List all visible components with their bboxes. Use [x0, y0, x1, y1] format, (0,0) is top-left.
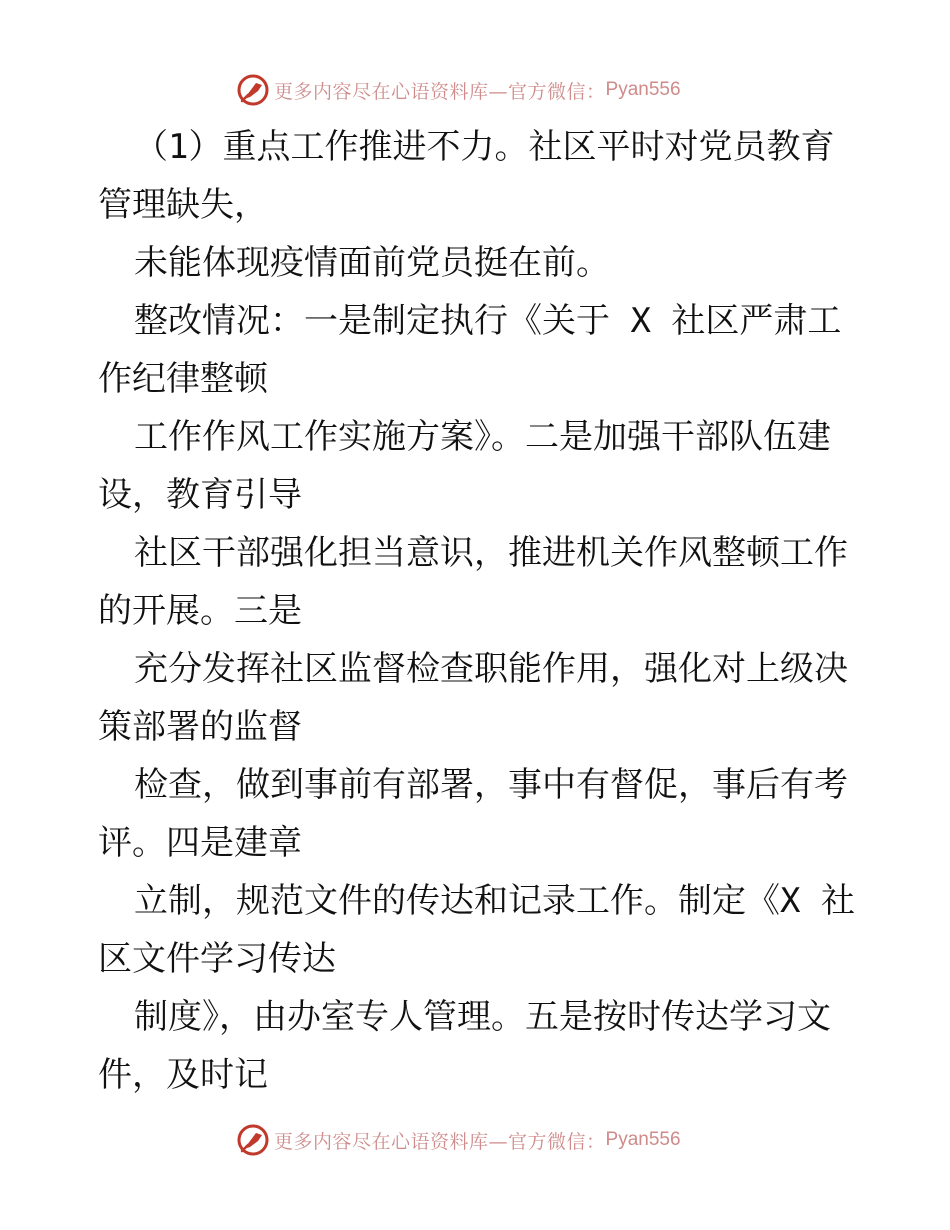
- pen-nib-logo-icon: [236, 73, 270, 107]
- text-line: 工作作风工作实施方案》。二是加强干部队伍建: [134, 417, 831, 457]
- text-line: 整改情况：一是制定执行《关于 X 社区严肃工: [134, 301, 842, 341]
- text-line: 区文件学习传达: [98, 939, 336, 979]
- text-line: 充分发挥社区监督检查职能作用，强化对上级决: [134, 649, 848, 689]
- watermark-text: 更多内容尽在心语资料库—官方微信：: [274, 1130, 606, 1153]
- document-body: [98, 118, 858, 1104]
- watermark-wechat-id: Pyan556: [605, 79, 681, 100]
- header-watermark: [236, 72, 681, 108]
- watermark-wechat-id: Pyan556: [605, 1129, 681, 1150]
- footer-watermark: [236, 1122, 681, 1158]
- text-line: 作纪律整顿: [98, 359, 268, 399]
- text-line: 检查，做到事前有部署，事中有督促，事后有考: [134, 765, 848, 805]
- text-line: 设，教育引导: [98, 475, 302, 515]
- text-line: 立制，规范文件的传达和记录工作。制定《X 社: [134, 881, 855, 921]
- pen-nib-logo-icon: [236, 1123, 270, 1157]
- text-line: （1）重点工作推进不力。社区平时对党员教育: [134, 127, 835, 167]
- text-line: 未能体现疫情面前党员挺在前。: [134, 243, 610, 283]
- text-line: 件，及时记: [98, 1055, 268, 1095]
- text-line: 评。四是建章: [98, 823, 302, 863]
- text-line: 制度》，由办室专人管理。五是按时传达学习文: [134, 997, 831, 1037]
- text-line: 社区干部强化担当意识，推进机关作风整顿工作: [134, 533, 848, 573]
- text-line: 策部署的监督: [98, 707, 302, 747]
- text-line: 管理缺失，: [98, 185, 268, 225]
- watermark-text: 更多内容尽在心语资料库—官方微信：: [274, 80, 606, 103]
- text-line: 的开展。三是: [98, 591, 302, 631]
